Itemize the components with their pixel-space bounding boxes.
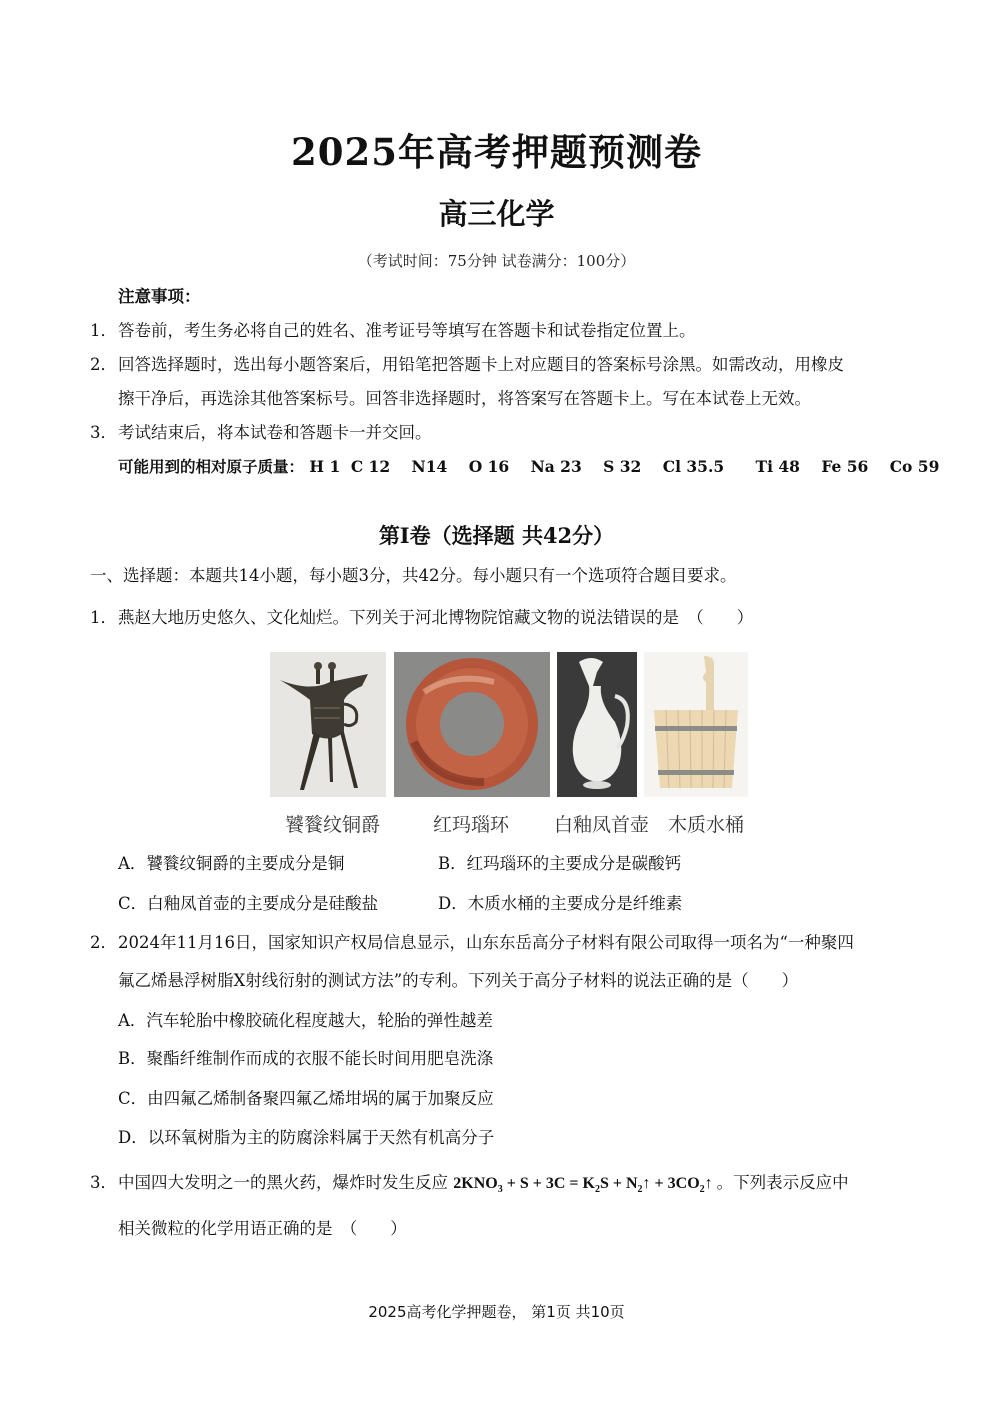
q1-option-c: C．白釉凤首壶的主要成分是硅酸盐 [118,894,379,913]
am-o: O 16 [468,457,510,476]
am-na: Na 23 [530,457,582,476]
caption-agate-ring: 红玛瑙环 [433,814,510,836]
question-num: 3． [90,1173,117,1192]
am-n: N14 [411,457,448,476]
question-text-after: 。下列表示反应中 [716,1173,849,1192]
agate-ring-image [394,652,550,797]
am-fe: Fe 56 [821,457,869,476]
q2-option-c: C．由四氟乙烯制备聚四氟乙烯坩埚的属于加聚反应 [118,1089,494,1108]
note-num: 1． [90,321,117,340]
am-c: C 12 [350,457,391,476]
q2-option-b: B．聚酯纤维制作而成的衣服不能长时间用肥皂洗涤 [118,1049,494,1068]
caption-bronze-jue: 饕餮纹铜爵 [285,814,381,836]
am-h: H 1 [309,457,341,476]
page-footer: 2025高考化学押题卷， 第1页 共10页 [368,1303,625,1321]
am-cl: Cl 35.5 [662,457,725,476]
q2-stem-cont: 氟乙烯悬浮树脂X射线衍射的测试方法”的专利。下列关于高分子材料的说法正确的是（ ） [118,971,799,990]
question-num: 1． [90,608,117,627]
note-item-2-cont: 擦干净后，再选涂其他答案标号。回答非选择题时，将答案写在答题卡上。写在本试卷上无效。 [118,389,811,408]
question-text: 2024年11月16日，国家知识产权局信息显示，山东东岳高分子材料有限公司取得一项名为“一种聚四 [118,933,854,952]
q2-stem [90,932,854,954]
q1-stem [90,607,753,629]
white-ewer-image [557,652,637,797]
note-item-1 [90,320,696,342]
am-co: Co 59 [889,457,940,476]
am-s: S 32 [603,457,642,476]
atomic-mass-line [118,456,939,478]
q1-option-b: B．红玛瑙环的主要成分是碳酸钙 [438,854,682,873]
exam-title: 2025年高考押题预测卷 [291,130,702,174]
note-num: 3． [90,423,117,442]
question-num: 2． [90,933,117,952]
q2-option-a: A．汽车轮胎中橡胶硫化程度越大，轮胎的弹性越差 [118,1011,493,1030]
atomic-mass-label: 可能用到的相对原子质量： [118,457,305,476]
exam-info: （考试时间：75分钟 试卷满分：100分） [357,252,636,270]
equation-products: $K_2S$ + $N_2↑$ + $3CO_2↑$ [582,1175,713,1196]
note-text: 答卷前，考生务必将自己的姓名、准考证号等填写在答题卡和试卷指定位置上。 [118,321,696,340]
question-text-before: 中国四大发明之一的黑火药，爆炸时发生反应 [118,1173,448,1192]
reaction-equation: $2KNO_3 + S + 3C = K_2S$ + $N_2↑$ + $3CO_2↑$ [453,1175,713,1196]
note-item-2 [90,354,844,376]
wooden-bucket-image [644,652,748,797]
note-text: 回答选择题时，选出每小题答案后，用铅笔把答题卡上对应题目的答案标号涂黑。如需改动，用橡皮 [118,355,844,374]
note-text: 考试结束后，将本试卷和答题卡一并交回。 [118,423,432,442]
q1-option-a: A．饕餮纹铜爵的主要成分是铜 [118,854,345,873]
equation-reactants: $2KNO_3 + S + 3C$ [453,1175,566,1196]
caption-wooden-bucket: 木质水桶 [668,814,745,836]
q1-option-d: D．木质水桶的主要成分是纤维素 [438,894,683,913]
question-text: 燕赵大地历史悠久、文化灿烂。下列关于河北博物院馆藏文物的说法错误的是 （ ） [118,608,754,627]
section-title: 第Ⅰ卷（选择题 共42分） [378,523,615,548]
section-instruction: 一、选择题：本题共14小题，每小题3分，共42分。每小题只有一个选项符合题目要求。 [90,566,737,585]
q3-stem-cont: 相关微粒的化学用语正确的是 （ ） [118,1219,407,1238]
note-num: 2． [90,355,117,374]
caption-white-ewer: 白釉凤首壶 [554,814,650,836]
exam-subtitle: 高三化学 [438,197,555,231]
bronze-jue-image [270,652,386,797]
am-ti: Ti 48 [755,457,800,476]
q3-stem [90,1172,849,1201]
note-item-3 [90,422,432,444]
q2-option-d: D．以环氧树脂为主的防腐涂料属于天然有机高分子 [118,1128,495,1147]
notes-heading: 注意事项： [118,287,201,306]
